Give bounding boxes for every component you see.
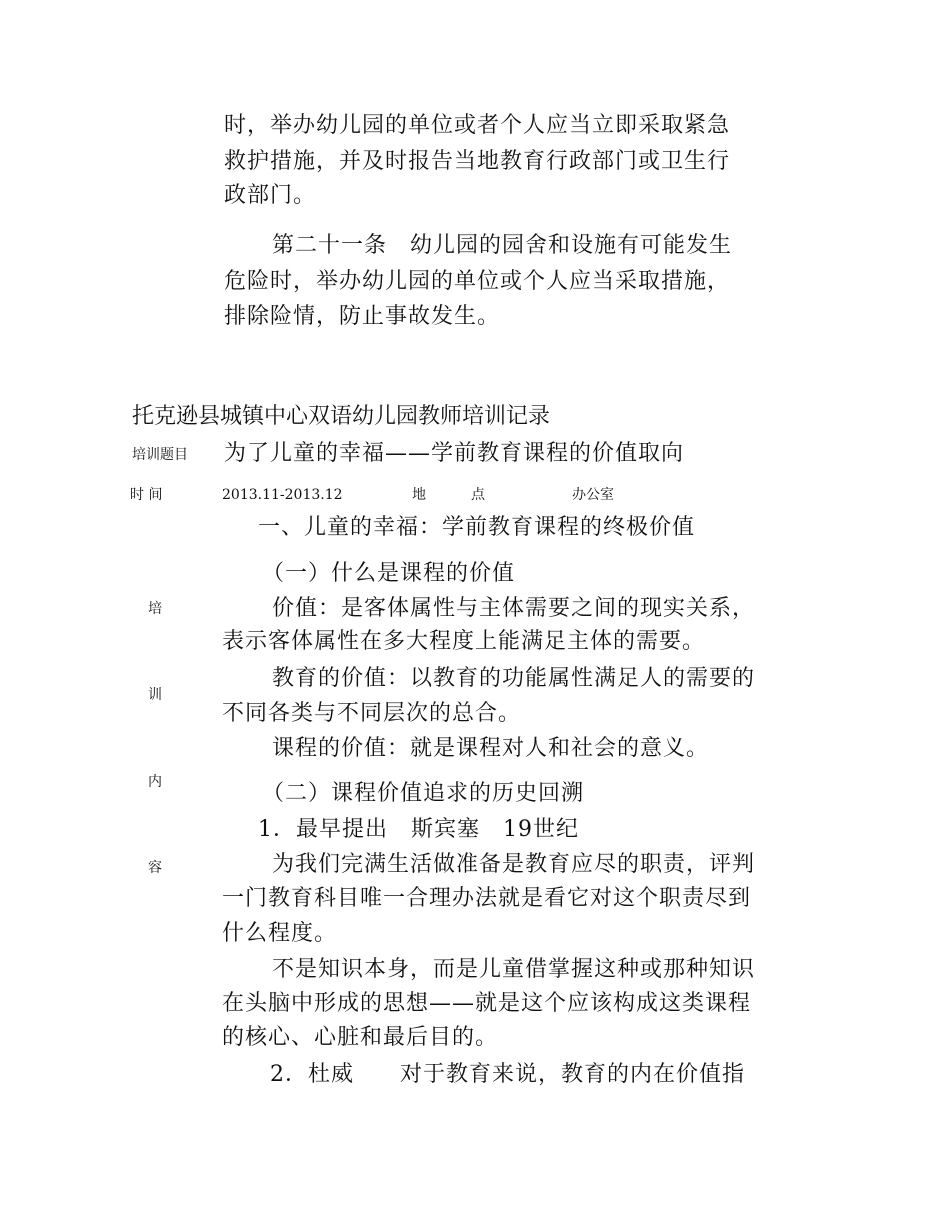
content-line: 的核心、心脏和最后目的。 bbox=[222, 1025, 499, 1050]
content-heading: 一、儿童的幸福：学前教育课程的终极价值 bbox=[258, 515, 696, 540]
topic-label: 培训题目 bbox=[132, 447, 188, 463]
place-label-part1: 地 bbox=[412, 487, 426, 503]
place-label-part2: 点 bbox=[471, 487, 485, 503]
article-line: 第二十一条 幼儿园的园舍和设施有可能发生 bbox=[272, 233, 733, 258]
place-value: 办公室 bbox=[572, 487, 614, 503]
paragraph-line: 救护措施，并及时报告当地教育行政部门或卫生行 bbox=[224, 149, 731, 174]
content-line: 价值：是客体属性与主体需要之间的现实关系， bbox=[272, 596, 756, 621]
content-item: 2．杜威 对于教育来说，教育的内在价值指 bbox=[270, 1062, 745, 1087]
content-line: 为我们完满生活做准备是教育应尽的职责，评判 bbox=[272, 852, 756, 877]
content-line: 课程的价值：就是课程对人和社会的意义。 bbox=[272, 736, 710, 761]
content-item: 1．最早提出 斯宾塞 19世纪 bbox=[258, 817, 579, 842]
article-line: 危险时，举办幼儿园的单位或个人应当采取措施， bbox=[224, 269, 731, 294]
content-label-char: 培 bbox=[148, 601, 162, 617]
content-line: 一门教育科目唯一合理办法就是看它对这个职责尽到 bbox=[222, 886, 752, 911]
content-label-char: 容 bbox=[148, 860, 162, 876]
content-line: 表示客体属性在多大程度上能满足主体的需要。 bbox=[222, 629, 706, 654]
content-line: 在头脑中形成的思想——就是这个应该构成这类课程 bbox=[222, 991, 752, 1016]
content-line: 不同各类与不同层次的总合。 bbox=[222, 701, 522, 726]
article-line: 排除险情，防止事故发生。 bbox=[224, 304, 501, 329]
content-subheading: （一）什么是课程的价值 bbox=[262, 561, 516, 586]
paragraph-line: 政部门。 bbox=[224, 183, 317, 208]
content-line: 什么程度。 bbox=[222, 921, 338, 946]
time-value: 2013.11-2013.12 bbox=[222, 487, 343, 503]
record-title: 托克逊县城镇中心双语幼儿园教师培训记录 bbox=[132, 404, 551, 429]
time-label: 时 间 bbox=[130, 487, 163, 503]
topic-value: 为了儿童的幸福——学前教育课程的价值取向 bbox=[224, 441, 685, 466]
paragraph-line: 时，举办幼儿园的单位或者个人应当立即采取紧急 bbox=[224, 113, 731, 138]
content-subheading: （二）课程价值追求的历史回溯 bbox=[262, 781, 585, 806]
content-label-char: 训 bbox=[148, 687, 162, 703]
content-line: 不是知识本身，而是儿童借掌握这种或那种知识 bbox=[272, 957, 756, 982]
content-line: 教育的价值：以教育的功能属性满足人的需要的 bbox=[272, 666, 756, 691]
content-label-char: 内 bbox=[148, 774, 162, 790]
